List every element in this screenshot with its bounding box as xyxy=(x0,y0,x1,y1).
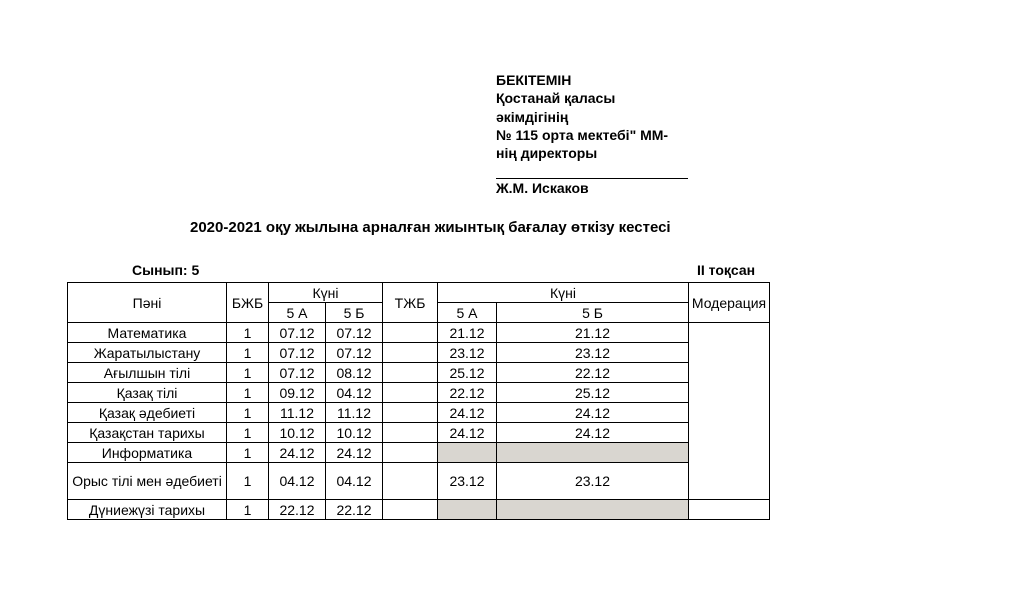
cell-tzhb xyxy=(383,323,438,343)
approval-line: № 115 орта мектебі" ММ- xyxy=(496,126,669,143)
cell-tzhb xyxy=(383,343,438,363)
table-row xyxy=(68,323,770,343)
cell-tzhb-date-a xyxy=(438,443,497,463)
header-subject: Пәні xyxy=(68,283,227,323)
table-row xyxy=(68,443,770,463)
cell-tzhb-date-a: 24.12 xyxy=(438,403,497,423)
class-label: Сынып: 5 xyxy=(132,262,200,278)
table-row xyxy=(68,403,770,423)
header-date-group-1: Күні xyxy=(269,283,383,303)
header-class-a: 5 А xyxy=(438,303,497,323)
cell-tzhb xyxy=(383,363,438,383)
table-row xyxy=(68,343,770,363)
cell-bzhb: 1 xyxy=(227,343,269,363)
cell-tzhb-date-b: 21.12 xyxy=(497,323,689,343)
cell-tzhb xyxy=(383,463,438,500)
cell-subject: Ағылшын тілі xyxy=(68,363,227,383)
cell-tzhb-date-b: 23.12 xyxy=(497,463,689,500)
table-row xyxy=(68,383,770,403)
cell-bzhb: 1 xyxy=(227,323,269,343)
cell-tzhb-date-b: 24.12 xyxy=(497,423,689,443)
cell-date-b: 08.12 xyxy=(326,363,383,383)
cell-bzhb: 1 xyxy=(227,443,269,463)
cell-subject: Қазақ тілі xyxy=(68,383,227,403)
cell-date-a: 22.12 xyxy=(269,500,326,520)
cell-date-a: 07.12 xyxy=(269,323,326,343)
cell-subject: Қазақ әдебиеті xyxy=(68,403,227,423)
header-date-group-2: Күні xyxy=(438,283,689,303)
cell-bzhb: 1 xyxy=(227,383,269,403)
assessment-schedule-table xyxy=(67,282,770,520)
cell-bzhb: 1 xyxy=(227,423,269,443)
cell-tzhb-date-a: 21.12 xyxy=(438,323,497,343)
cell-moderation xyxy=(689,323,770,500)
document-title: 2020-2021 оқу жылына арналған жиынтық бағалау өткізу кестесі xyxy=(190,219,671,236)
header-tzhb: ТЖБ xyxy=(383,283,438,323)
cell-date-a: 07.12 xyxy=(269,343,326,363)
cell-tzhb-date-b: 23.12 xyxy=(497,343,689,363)
cell-bzhb: 1 xyxy=(227,463,269,500)
header-class-a: 5 А xyxy=(269,303,326,323)
cell-subject: Қазақстан тарихы xyxy=(68,423,227,443)
cell-tzhb-date-a: 23.12 xyxy=(438,343,497,363)
cell-subject: Информатика xyxy=(68,443,227,463)
cell-date-b: 04.12 xyxy=(326,383,383,403)
cell-tzhb xyxy=(383,500,438,520)
cell-date-a: 10.12 xyxy=(269,423,326,443)
cell-bzhb: 1 xyxy=(227,403,269,423)
cell-subject: Орыс тілі мен әдебиеті xyxy=(68,463,227,500)
cell-bzhb: 1 xyxy=(227,500,269,520)
cell-bzhb: 1 xyxy=(227,363,269,383)
cell-date-a: 07.12 xyxy=(269,363,326,383)
cell-date-a: 04.12 xyxy=(269,463,326,500)
cell-tzhb-date-b: 24.12 xyxy=(497,403,689,423)
cell-date-b: 07.12 xyxy=(326,343,383,363)
cell-date-b: 04.12 xyxy=(326,463,383,500)
cell-subject: Жаратылыстану xyxy=(68,343,227,363)
cell-date-b: 10.12 xyxy=(326,423,383,443)
quarter-label: ІІ тоқсан xyxy=(697,262,756,278)
header-class-b: 5 Б xyxy=(326,303,383,323)
cell-date-b: 24.12 xyxy=(326,443,383,463)
cell-tzhb-date-b xyxy=(497,500,689,520)
cell-date-b: 22.12 xyxy=(326,500,383,520)
cell-tzhb-date-a: 25.12 xyxy=(438,363,497,383)
cell-subject: Математика xyxy=(68,323,227,343)
cell-tzhb xyxy=(383,403,438,423)
header-class-b: 5 Б xyxy=(497,303,689,323)
cell-date-b: 07.12 xyxy=(326,323,383,343)
table-row xyxy=(68,363,770,383)
signer-name: Ж.М. Искаков xyxy=(496,180,589,196)
approval-line: БЕКІТЕМІН xyxy=(496,72,572,88)
cell-tzhb-date-a: 24.12 xyxy=(438,423,497,443)
table-row xyxy=(68,463,770,500)
approval-block xyxy=(496,71,696,162)
header-moderation: Модерация xyxy=(689,283,770,323)
cell-moderation xyxy=(689,500,770,520)
table-row xyxy=(68,423,770,443)
cell-tzhb-date-b xyxy=(497,443,689,463)
cell-tzhb-date-b: 22.12 xyxy=(497,363,689,383)
approval-line: Қостанай қаласы xyxy=(496,90,616,107)
approval-line: нің директоры xyxy=(496,145,598,162)
signature-line xyxy=(496,178,688,179)
table-row xyxy=(68,500,770,520)
header-bzhb: БЖБ xyxy=(227,283,269,323)
cell-tzhb xyxy=(383,423,438,443)
approval-line: әкімдігінің xyxy=(496,108,569,125)
cell-tzhb xyxy=(383,443,438,463)
cell-date-b: 11.12 xyxy=(326,403,383,423)
cell-tzhb xyxy=(383,383,438,403)
cell-tzhb-date-a xyxy=(438,500,497,520)
cell-date-a: 09.12 xyxy=(269,383,326,403)
cell-tzhb-date-b: 25.12 xyxy=(497,383,689,403)
cell-tzhb-date-a: 23.12 xyxy=(438,463,497,500)
cell-tzhb-date-a: 22.12 xyxy=(438,383,497,403)
cell-date-a: 11.12 xyxy=(269,403,326,423)
cell-subject: Дүниежүзі тарихы xyxy=(68,500,227,520)
cell-date-a: 24.12 xyxy=(269,443,326,463)
